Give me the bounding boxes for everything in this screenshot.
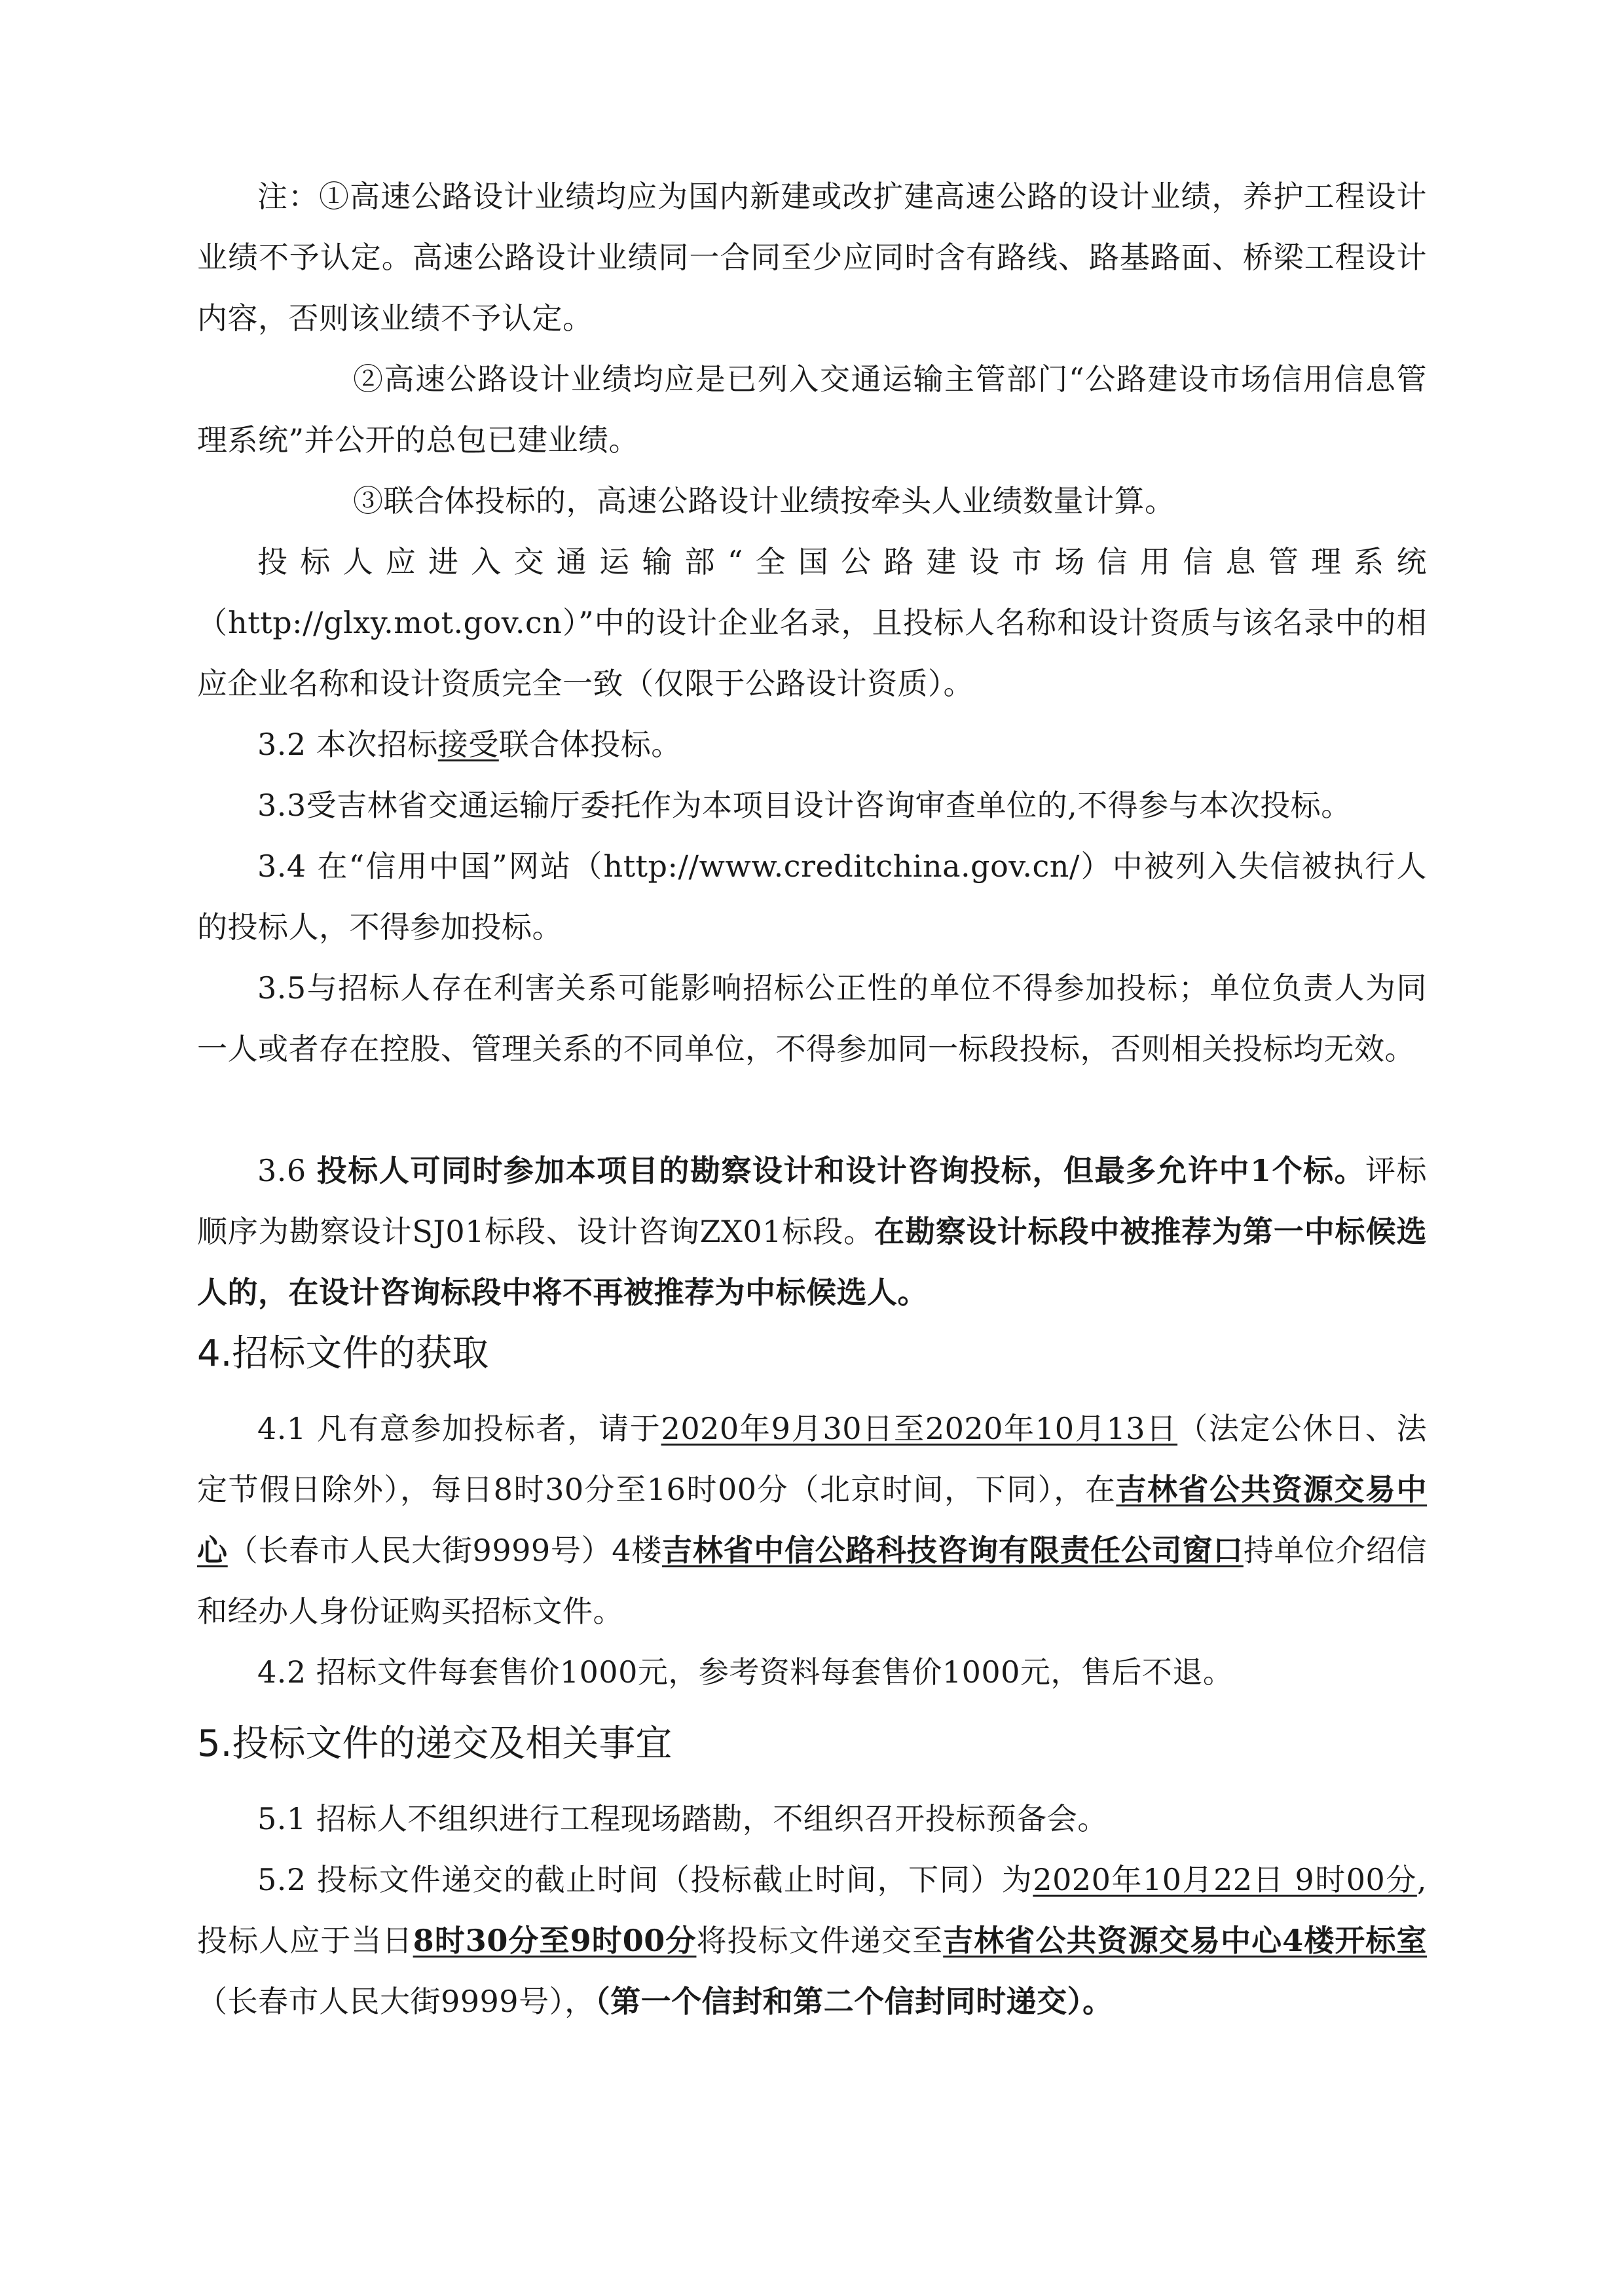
clause-5-2-text-2: ,投标人应于当日 bbox=[197, 1862, 1427, 1958]
clause-4-1-window: 吉林省中信公路科技咨询有限责任公司窗口 bbox=[662, 1533, 1244, 1568]
clause-3-3: 3.3受吉林省交通运输厅委托作为本项目设计咨询审查单位的,不得参与本次投标。 bbox=[257, 788, 1352, 823]
clause-5-2-text-1: 5.2 投标文件递交的截止时间（投标截止时间，下同）为 bbox=[257, 1862, 1033, 1897]
clause-5-1: 5.1 招标人不组织进行工程现场踏勘，不组织召开投标预备会。 bbox=[257, 1801, 1108, 1836]
clause-3-6-number: 3.6 bbox=[257, 1153, 317, 1188]
note-paragraph-1: 注：①高速公路设计业绩均应为国内新建或改扩建高速公路的设计业绩，养护工程设计业绩不予认定。高速公路设计业绩同一合同至少应同时含有路线、路基路面、桥梁工程设计内容，否则该业绩不予认定。 bbox=[197, 179, 1427, 336]
clause-5-2-text-4: （长春市人民大街9999号）， bbox=[197, 1984, 595, 2019]
clause-3-2 bbox=[197, 714, 1427, 775]
note-paragraph-2: ②高速公路设计业绩均应是已列入交通运输主管部门“公路建设市场信用信息管理系统”并公开的总包已建业绩。 bbox=[197, 361, 1427, 458]
clause-5-2 bbox=[197, 1850, 1427, 2032]
section-4-heading: 4.招标文件的获取 bbox=[197, 1332, 489, 1375]
clause-3-5: 3.5与招标人存在利害关系可能影响招标公正性的单位不得参加投标；单位负责人为同一人或者存在控股、管理关系的不同单位，不得参加同一标段投标，否则相关投标均无效。 bbox=[197, 970, 1427, 1066]
clause-4-2: 4.2 招标文件每套售价1000元，参考资料每套售价1000元，售后不退。 bbox=[257, 1654, 1234, 1690]
clause-4-1-text-4: 持单位介绍信和经办人身份证购买招标文件。 bbox=[197, 1533, 1427, 1629]
clause-4-1-text-2: （法定公休日、法定节假日除外），每日8时30分至16时00分（北京时间，下同），在 bbox=[197, 1411, 1428, 1507]
clause-4-1-text-3: （长春市人民大街9999号）4楼 bbox=[227, 1533, 663, 1568]
clause-5-2-deadline: 2020年10月22日 9时00分 bbox=[1033, 1862, 1417, 1897]
clause-3-6 bbox=[197, 1140, 1427, 1323]
clause-5-2-room: 吉林省公共资源交易中心4楼开标室 bbox=[943, 1923, 1428, 1958]
clause-4-1 bbox=[197, 1398, 1427, 1642]
clause-4-1-date-range: 2020年9月30日至2020年10月13日 bbox=[661, 1411, 1178, 1446]
clause-4-1-text-1: 4.1 凡有意参加投标者，请于 bbox=[257, 1411, 661, 1446]
clause-3-6-bold-1: 投标人可同时参加本项目的勘察设计和设计咨询投标，但最多允许中1个标。 bbox=[316, 1153, 1365, 1188]
clause-5-2-time-window: 8时30分至9时00分 bbox=[413, 1923, 697, 1958]
registry-paragraph: 投标人应进入交通运输部“全国公路建设市场信用信息管理系统（http://glxy.mot.gov.cn）”中的设计企业名录，且投标人名称和设计资质与该名录中的相应企业名称和设计资质完全一致（仅限于公路设计资质）。 bbox=[197, 544, 1427, 701]
clause-3-2-text: 3.2 本次招标 bbox=[257, 727, 438, 762]
clause-3-2-accept: 接受 bbox=[437, 727, 499, 762]
clause-3-6-order: 评标顺序为勘察设计SJ01标段、设计咨询ZX01标段。 bbox=[197, 1153, 1428, 1249]
clause-3-6-bold-2: 在勘察设计标段中被推荐为第一中标候选人的，在设计咨询标段中将不再被推荐为中标候选人。 bbox=[197, 1214, 1428, 1310]
clause-3-4: 3.4 在“信用中国”网站（http://www.creditchina.gov.cn/）中被列入失信被执行人的投标人，不得参加投标。 bbox=[197, 848, 1427, 945]
clause-5-2-text-3: 将投标文件递交至 bbox=[696, 1923, 944, 1958]
note-paragraph-3: ③联合体投标的，高速公路设计业绩按牵头人业绩数量计算。 bbox=[353, 483, 1175, 519]
clause-3-2-tail: 联合体投标。 bbox=[498, 727, 682, 762]
clause-5-2-envelopes: （第一个信封和第二个信封同时递交）。 bbox=[595, 1984, 1113, 2019]
section-5-heading: 5.投标文件的递交及相关事宜 bbox=[197, 1722, 673, 1765]
clause-4-1-venue: 吉林省公共资源交易中心 bbox=[197, 1472, 1427, 1568]
